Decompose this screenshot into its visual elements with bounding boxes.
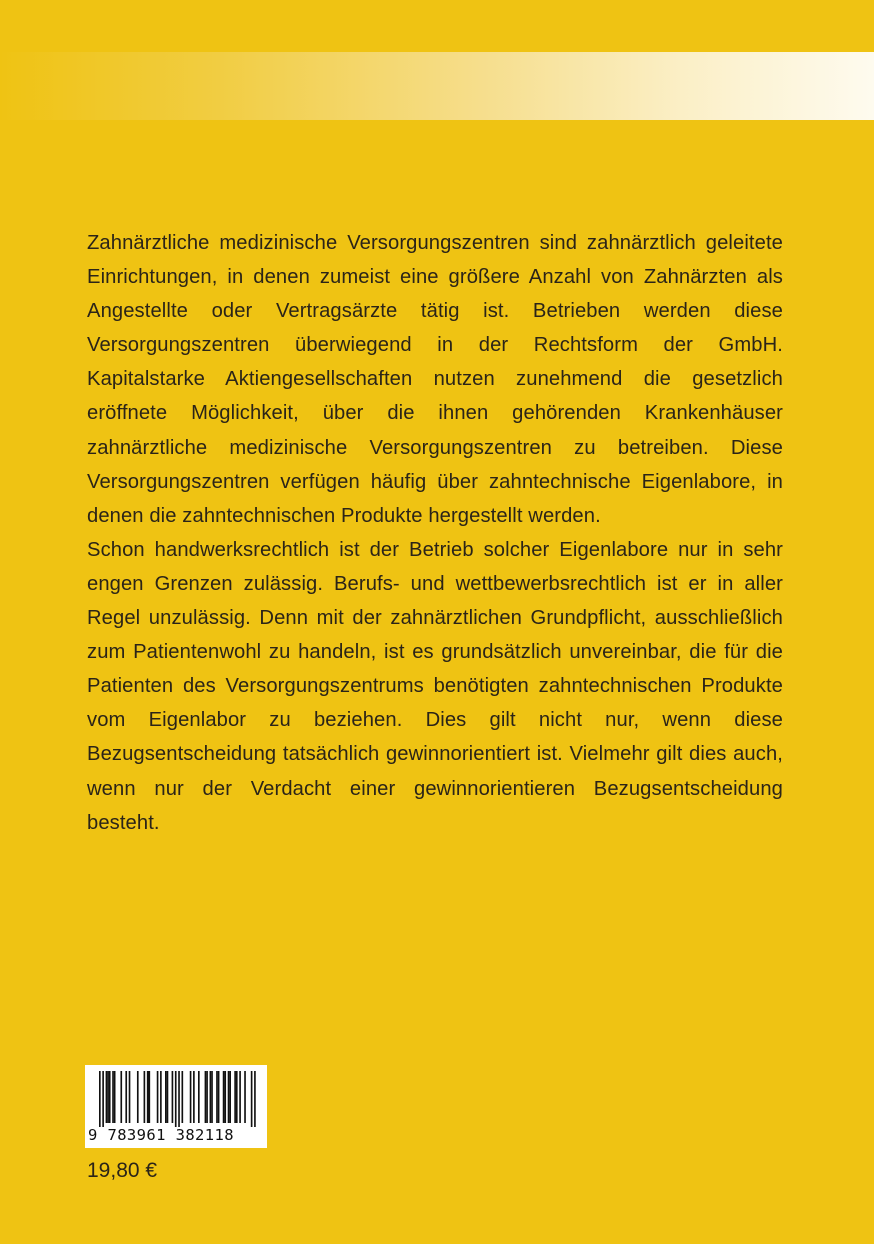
barcode-bar <box>216 1071 218 1123</box>
barcode-bar <box>190 1071 192 1123</box>
barcode-bar <box>120 1071 122 1123</box>
barcode-bar <box>109 1071 111 1123</box>
barcode-bar <box>244 1071 246 1123</box>
barcode-bar <box>236 1071 238 1123</box>
barcode-bar <box>178 1071 180 1127</box>
barcode-bar <box>160 1071 162 1123</box>
barcode-bar <box>114 1071 116 1123</box>
barcode-bar <box>211 1071 213 1123</box>
barcode-bar <box>239 1071 241 1123</box>
barcode-bar <box>157 1071 159 1123</box>
barcode-bar <box>251 1071 253 1127</box>
barcode-bar <box>254 1071 256 1127</box>
barcode-bar <box>125 1071 127 1123</box>
barcode-bar <box>149 1071 151 1123</box>
barcode-bar <box>234 1071 236 1123</box>
barcode-bar <box>172 1071 174 1123</box>
isbn-digits: 9 783961 382118 <box>88 1126 234 1144</box>
blurb-paragraph-1: Zahnärztliche medizinische Versorgungszentren sind zahnärztlich geleitete Einrichtungen, in denen zumeist eine größere Anzahl von Zahnärzten als Angestellte oder Vertragsärzte tätig ist. Betrieben werden diese Versorgungszentren überwiegend in der Rechtsform der GmbH. Kapitalstarke Aktiengesellschaften nutzen zunehmend die gesetzlich eröffnete Möglichkeit, über die ihnen gehörenden Krankenhäuser zahnärztliche medizinische Versorgungszentren zu betreiben. Diese Versorgungszentren verfügen häufig über zahntechnische Eigenlabore, in denen die zahntechnischen Produkte hergestellt werden. <box>87 232 783 527</box>
barcode-bar <box>167 1071 169 1123</box>
barcode-bar <box>165 1071 167 1123</box>
barcode-bars-icon <box>85 1065 267 1127</box>
barcode-bar <box>147 1071 149 1123</box>
barcode-bar <box>137 1071 139 1123</box>
back-cover-blurb <box>87 226 783 840</box>
barcode-bar <box>144 1071 146 1123</box>
barcode-bar <box>129 1071 131 1123</box>
barcode-bar <box>198 1071 200 1123</box>
barcode-bar <box>206 1071 208 1123</box>
isbn-barcode <box>85 1065 267 1148</box>
barcode-bar <box>107 1071 109 1123</box>
barcode-bar <box>218 1071 220 1123</box>
barcode-bar <box>223 1071 225 1123</box>
barcode-bar <box>210 1071 212 1123</box>
barcode-bar <box>102 1071 104 1127</box>
price: 19,80 € <box>87 1159 158 1182</box>
barcode-bar <box>193 1071 195 1123</box>
barcode-bar <box>228 1071 230 1123</box>
barcode-bar <box>106 1071 108 1123</box>
barcode-bar <box>229 1071 231 1123</box>
barcode-bar <box>205 1071 207 1123</box>
blurb-paragraph-2: Schon handwerksrechtlich ist der Betrieb solcher Eigenlabore nur in sehr engen Grenzen zulässig. Berufs- und wettbewerbsrechtlich ist er in aller Regel unzulässig. Denn mit der zahnärztlichen Grundpflicht, ausschließlich zum Patientenwohl zu handeln, ist es grundsätzlich unvereinbar, die für die Patienten des Versorgungszentrums benötigten zahntechnischen Produkte vom Eigenlabor zu beziehen. Dies gilt nicht nur, wenn diese Bezugsentscheidung tatsächlich gewinnorientiert ist. Vielmehr gilt dies auch, wenn nur der Verdacht einer gewinnorientieren Bezugsentscheidung besteht. <box>87 538 783 834</box>
decorative-gradient-band <box>0 52 874 120</box>
barcode-bar <box>112 1071 114 1123</box>
barcode-bar <box>182 1071 184 1123</box>
barcode-bar <box>99 1071 101 1127</box>
barcode-bar <box>175 1071 177 1127</box>
barcode-bar <box>224 1071 226 1123</box>
